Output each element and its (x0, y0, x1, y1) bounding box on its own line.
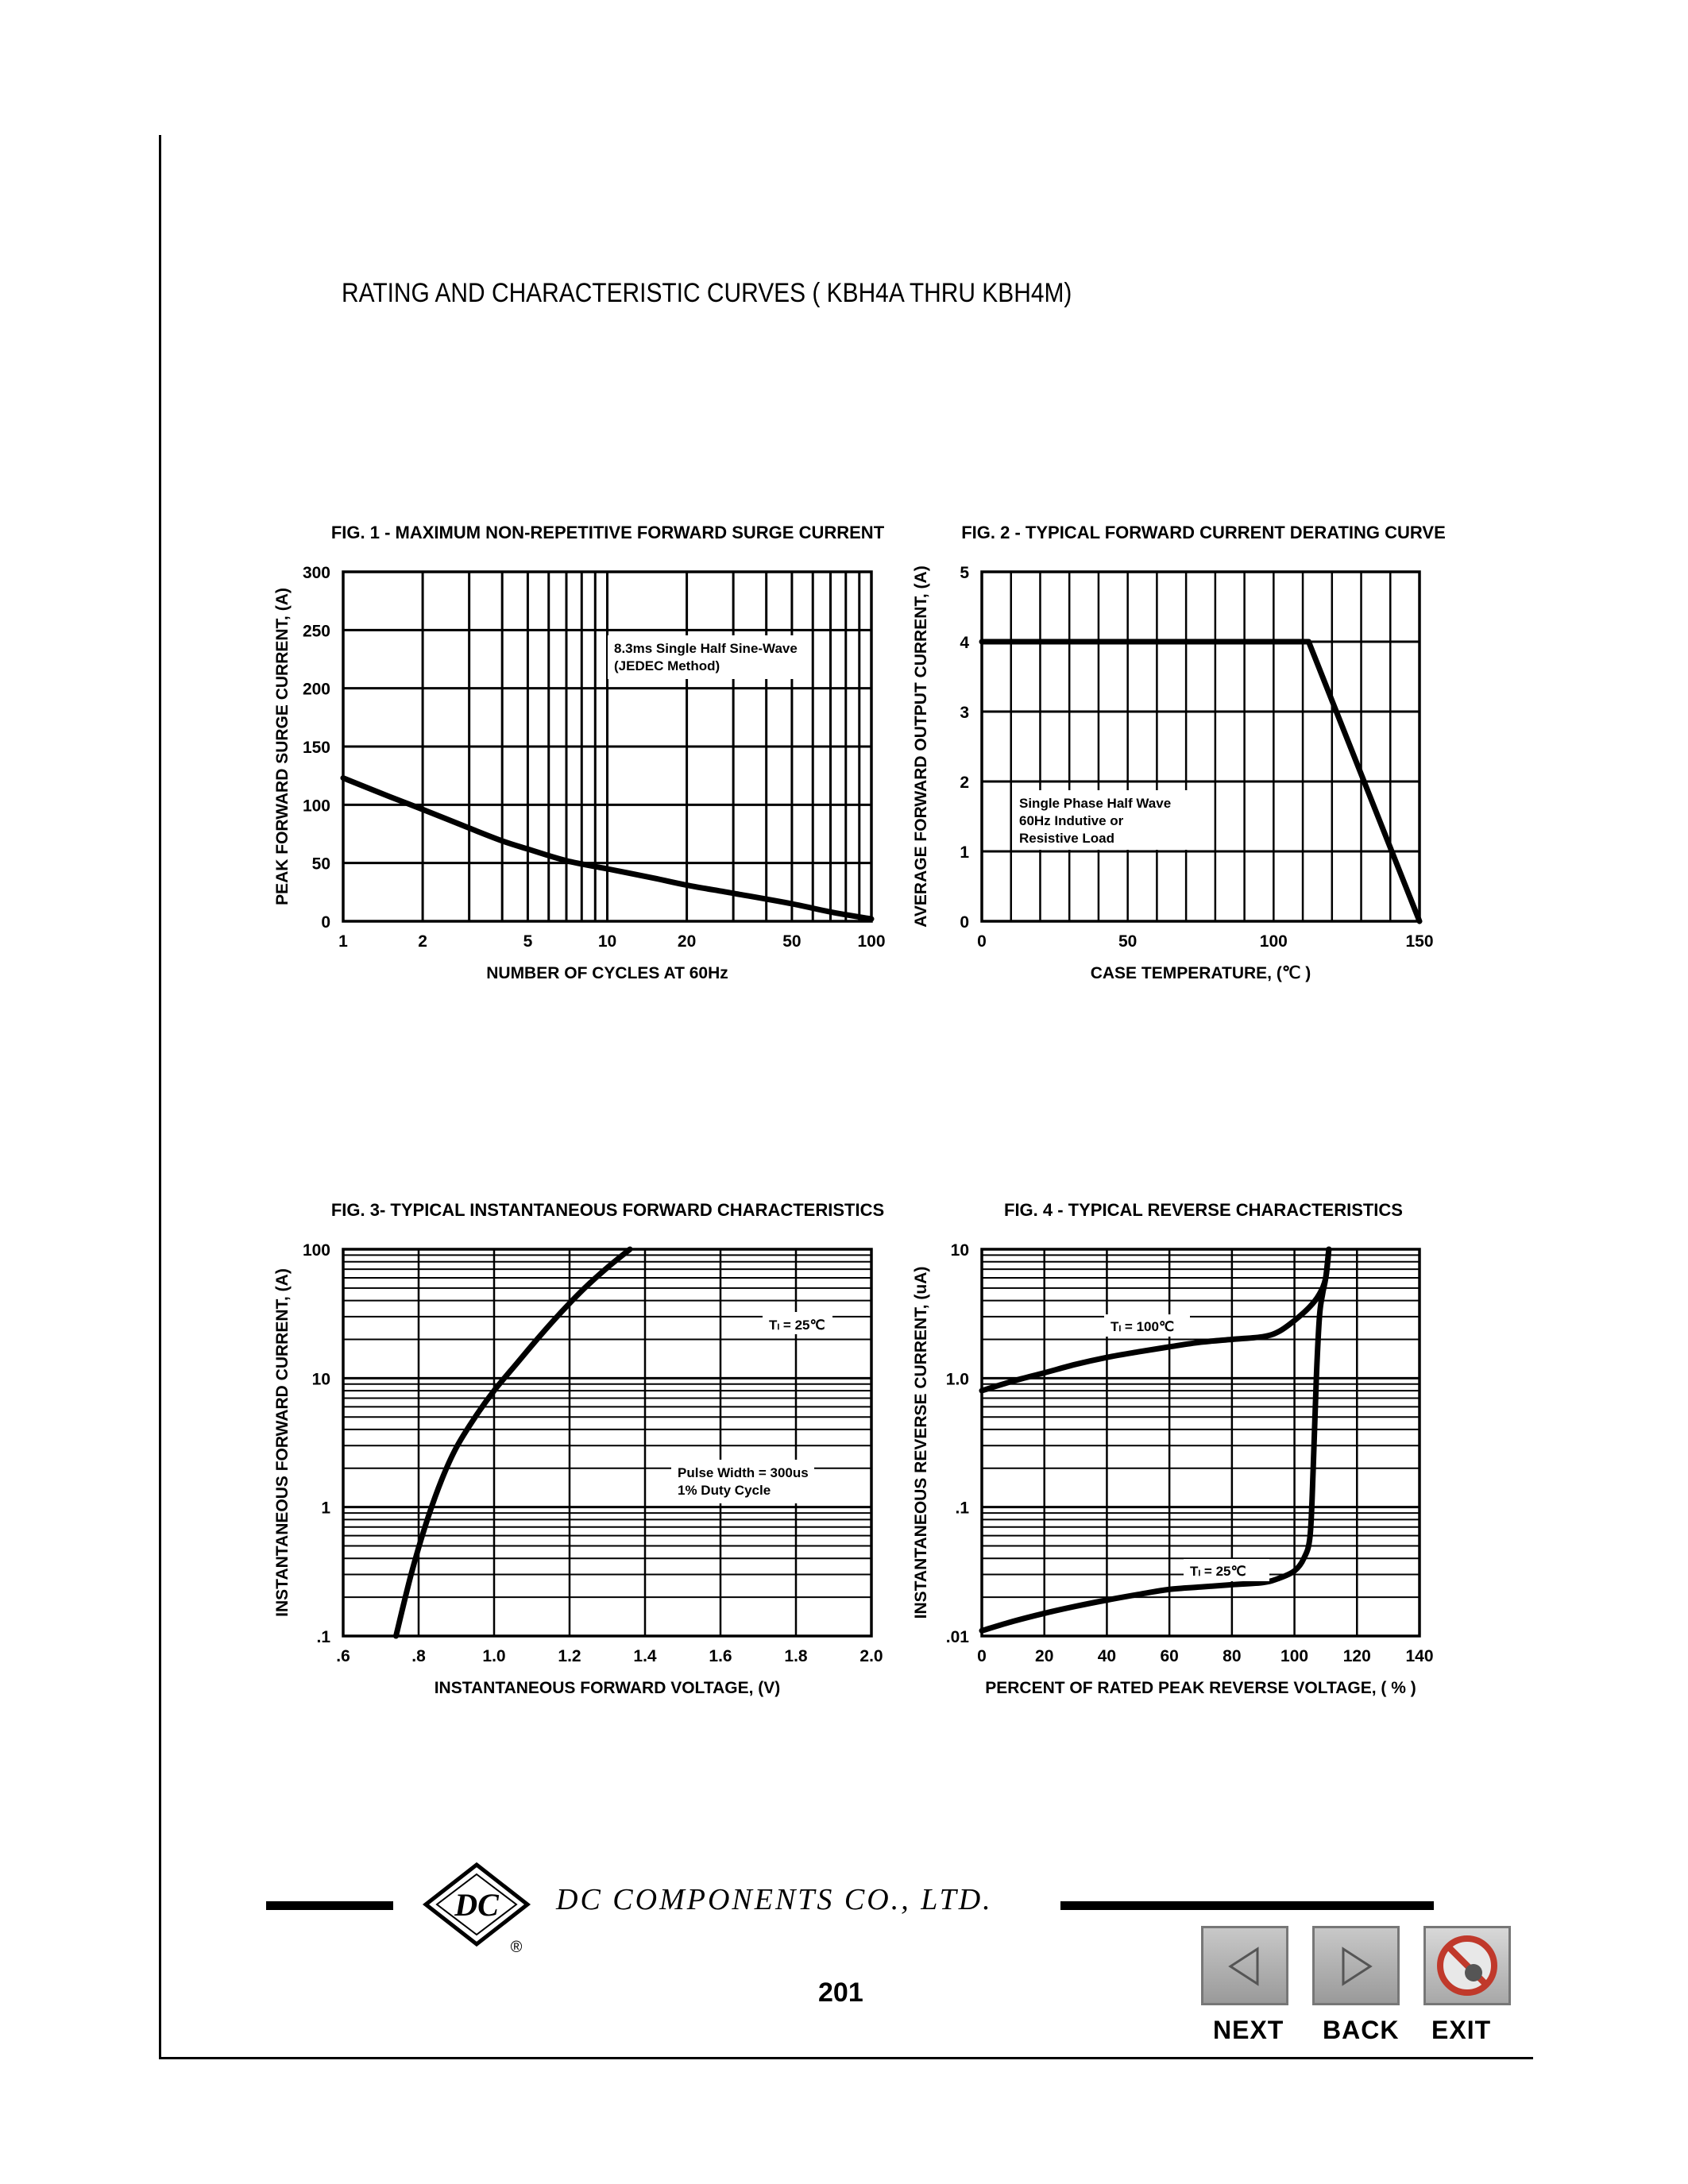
fig3-grid (343, 1249, 871, 1636)
fig1-annotation-line: (JEDEC Method) (614, 658, 720, 673)
company-name: DC COMPONENTS CO., LTD. (556, 1883, 993, 1916)
fig2-y-tick-label: 0 (960, 913, 969, 932)
fig3-y-tick-label: .1 (316, 1628, 330, 1646)
fig2-chart (912, 523, 1446, 982)
company-logo (421, 1858, 532, 1954)
fig3-x-tick-label: .6 (336, 1647, 350, 1665)
fig2-y-tick-label: 2 (960, 774, 969, 792)
footer-rule-left (266, 1901, 393, 1910)
fig4-x-axis-label: PERCENT OF RATED PEAK REVERSE VOLTAGE, ( % ) (985, 1679, 1416, 1697)
fig4-series-label-1 (1184, 1559, 1269, 1581)
exit-button[interactable] (1423, 1926, 1511, 2005)
fig2-x-tick-label: 50 (1118, 932, 1138, 951)
fig4-series-label-0 (1104, 1314, 1190, 1337)
page-number: 201 (818, 1978, 863, 2008)
registered-mark: ® (510, 1939, 523, 1954)
fig3-tj-text: Tₗ = 25℃ (769, 1318, 825, 1333)
fig4-title: FIG. 4 - TYPICAL REVERSE CHARACTERISTICS (1004, 1200, 1403, 1220)
fig3-x-tick-label: 2.0 (859, 1647, 883, 1665)
fig2-annotation-line: 60Hz Indutive or (1019, 813, 1124, 828)
fig2-x-tick-label: 150 (1405, 932, 1434, 951)
fig4-x-tick-label: 80 (1223, 1647, 1242, 1665)
fig3-y-tick-label: 100 (302, 1241, 330, 1260)
fig1-x-tick-label: 2 (418, 932, 427, 951)
fig1-x-tick-label: 20 (677, 932, 697, 951)
fig2-y-tick-label: 5 (960, 564, 969, 582)
exit-label[interactable]: EXIT (1431, 2016, 1492, 2044)
fig1-annotation (608, 635, 806, 679)
fig1-x-tick-label: 10 (597, 932, 617, 951)
fig3-x-tick-label: 1.8 (784, 1647, 808, 1665)
fig1-y-tick-label: 200 (302, 680, 330, 699)
fig4-x-tick-label: 140 (1405, 1647, 1434, 1665)
fig1-y-tick-label: 0 (321, 913, 330, 932)
fig2-x-tick-label: 0 (977, 932, 987, 951)
fig2-annotation-line: Resistive Load (1019, 831, 1114, 846)
no-entry-icon (1426, 1928, 1508, 2003)
footer-rule-right (1060, 1901, 1434, 1910)
fig3-x-tick-label: 1.2 (558, 1647, 581, 1665)
fig3-x-tick-label: 1.4 (633, 1647, 657, 1665)
page-frame-bottom-border (159, 2057, 1533, 2059)
fig2-x-tick-label: 100 (1259, 932, 1288, 951)
fig3-title: FIG. 3- TYPICAL INSTANTANEOUS FORWARD CHARACTERISTICS (330, 1200, 885, 1220)
fig2-annotation-line: Single Phase Half Wave (1019, 796, 1172, 811)
fig4-chart (912, 1200, 1434, 1697)
fig1-x-tick-label: 1 (338, 932, 348, 951)
fig4-series-label-text: Tₗ = 100℃ (1111, 1319, 1175, 1334)
fig4-y-tick-label: 1.0 (945, 1370, 969, 1389)
fig2-plot-frame (982, 572, 1420, 921)
fig2-y-tick-label: 1 (960, 843, 969, 862)
fig3-series-line-0 (396, 1249, 631, 1636)
fig2-y-tick-label: 3 (960, 704, 969, 722)
next-label[interactable]: NEXT (1213, 2016, 1284, 2044)
fig2-x-axis-label: CASE TEMPERATURE, (℃ ) (1090, 964, 1311, 982)
fig4-series-label-text: Tₗ = 25℃ (1190, 1564, 1246, 1579)
fig1-x-axis-label: NUMBER OF CYCLES AT 60Hz (486, 964, 728, 982)
fig2-annotation (1013, 790, 1196, 850)
page-title: RATING AND CHARACTERISTIC CURVES ( KBH4A THRU KBH4M) (342, 278, 1072, 308)
fig1-title: FIG. 1 - MAXIMUM NON-REPETITIVE FORWARD SURGE CURRENT (330, 523, 885, 542)
fig4-y-tick-label: .1 (955, 1499, 969, 1518)
fig3-x-tick-label: .8 (411, 1647, 426, 1665)
fig3-tj-label (763, 1312, 832, 1334)
next-button[interactable] (1201, 1926, 1288, 2005)
fig3-y-tick-label: 10 (311, 1370, 330, 1389)
fig3-annotation-line: Pulse Width = 300us (678, 1465, 809, 1480)
fig3-y-axis-label: INSTANTANEOUS FORWARD CURRENT, (A) (273, 1268, 292, 1617)
fig2-y-axis-label: AVERAGE FORWARD OUTPUT CURRENT, (A) (912, 565, 930, 928)
fig1-y-tick-label: 100 (302, 797, 330, 816)
fig1-x-tick-label: 100 (857, 932, 886, 951)
fig1-x-tick-label: 5 (523, 932, 533, 951)
fig1-x-tick-label: 50 (782, 932, 802, 951)
fig3-y-tick-label: 1 (321, 1499, 330, 1518)
fig4-y-tick-label: 10 (950, 1241, 969, 1260)
fig3-x-tick-label: 1.6 (709, 1647, 732, 1665)
fig4-x-tick-label: 100 (1280, 1647, 1309, 1665)
fig3-x-axis-label: INSTANTANEOUS FORWARD VOLTAGE, (V) (434, 1679, 781, 1697)
fig2-grid (982, 572, 1420, 921)
fig3-annotation (671, 1460, 814, 1503)
fig3-plot-frame (343, 1249, 871, 1636)
logo-text: DC (454, 1887, 499, 1923)
fig4-x-tick-label: 40 (1097, 1647, 1117, 1665)
fig4-y-axis-label: INSTANTANEOUS REVERSE CURRENT, (uA) (912, 1266, 930, 1619)
fig3-chart (273, 1200, 884, 1697)
fig3-x-tick-label: 1.0 (482, 1647, 506, 1665)
fig1-y-tick-label: 300 (302, 564, 330, 582)
back-button[interactable] (1312, 1926, 1400, 2005)
fig2-y-tick-label: 4 (960, 634, 969, 652)
fig1-chart (273, 523, 886, 982)
fig4-series-line-1 (982, 1249, 1329, 1630)
fig1-y-tick-label: 150 (302, 739, 330, 757)
fig4-x-tick-label: 60 (1160, 1647, 1179, 1665)
fig1-y-tick-label: 50 (311, 855, 330, 874)
left-triangle-icon (1203, 1928, 1286, 2003)
fig4-y-tick-label: .01 (945, 1628, 969, 1646)
back-label[interactable]: BACK (1323, 2016, 1400, 2044)
fig1-annotation-line: 8.3ms Single Half Sine-Wave (614, 641, 798, 656)
fig3-annotation-line: 1% Duty Cycle (678, 1483, 771, 1498)
fig1-y-axis-label: PEAK FORWARD SURGE CURRENT, (A) (273, 588, 292, 905)
fig1-y-tick-label: 250 (302, 622, 330, 641)
fig2-title: FIG. 2 - TYPICAL FORWARD CURRENT DERATING CURVE (961, 523, 1446, 542)
right-triangle-icon (1315, 1928, 1397, 2003)
fig4-x-tick-label: 120 (1342, 1647, 1371, 1665)
fig4-x-tick-label: 0 (977, 1647, 987, 1665)
fig4-x-tick-label: 20 (1035, 1647, 1054, 1665)
